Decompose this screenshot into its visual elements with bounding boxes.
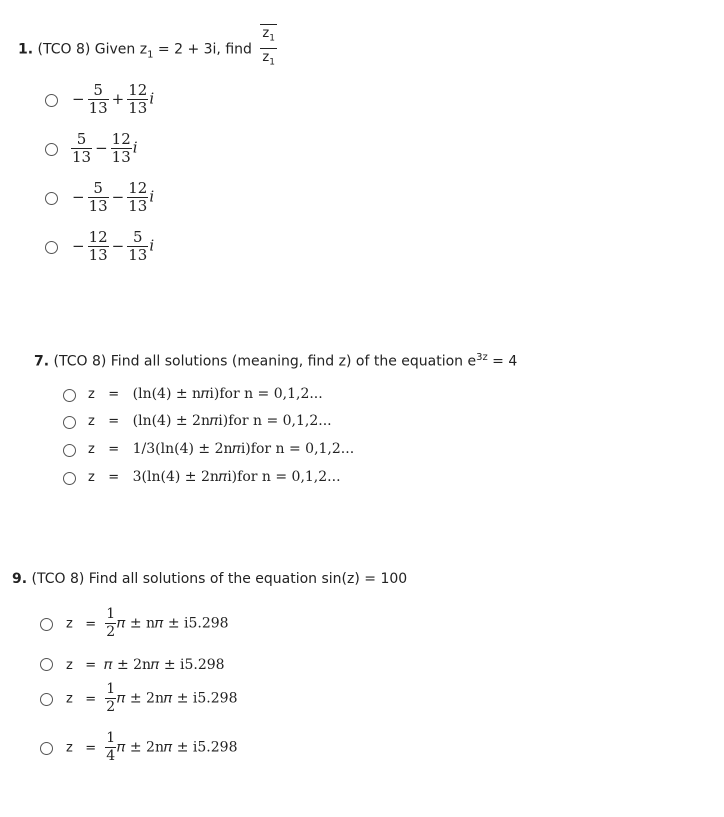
fraction xyxy=(127,229,148,264)
rhs: 1/3(ln(4) ± 2n𝜋i)for n = 0,1,2... xyxy=(132,441,355,457)
rhs: 3(ln(4) ± 2n𝜋i)for n = 0,1,2... xyxy=(132,469,341,485)
denominator: 13 xyxy=(88,197,108,215)
denominator: 13 xyxy=(128,197,148,215)
fraction xyxy=(88,82,109,117)
question-text: (TCO 8) Given z xyxy=(37,41,148,58)
question-number: 9. xyxy=(12,571,28,587)
numerator: 12 xyxy=(88,228,108,246)
operator: − xyxy=(111,187,125,206)
sign: − xyxy=(72,89,85,108)
question-number: 7. xyxy=(34,353,50,370)
q9-option-4-radio[interactable] xyxy=(40,742,53,755)
denominator: 13 xyxy=(88,246,108,264)
rest: 𝜋 ± n𝜋 ± i5.298 xyxy=(117,615,229,632)
q7-option-3-radio[interactable] xyxy=(63,444,76,457)
numerator: 5 xyxy=(71,131,92,149)
lhs: z xyxy=(88,442,95,457)
numerator: 12 xyxy=(128,179,148,197)
numerator: 1 xyxy=(106,681,116,697)
q9-option-1-expression xyxy=(66,606,229,641)
equals: = xyxy=(85,658,97,673)
q7-option-2-radio[interactable] xyxy=(63,416,76,429)
fraction xyxy=(88,229,109,264)
q9-option-2-radio[interactable] xyxy=(40,658,53,671)
q1-option-1-expression xyxy=(70,82,154,117)
operator: + xyxy=(111,89,125,108)
question-number: 1. xyxy=(18,41,34,58)
q9-option-1-radio[interactable] xyxy=(40,618,53,631)
q7-option-3-expression xyxy=(88,441,354,457)
lhs: z xyxy=(66,616,73,632)
lhs: z xyxy=(88,470,95,485)
q7-option-1-expression xyxy=(88,386,323,402)
q1-option-4-expression xyxy=(70,229,154,264)
equals: = xyxy=(85,691,97,707)
q9-option-4-expression xyxy=(66,730,237,765)
rhs: (ln(4) ± 2n𝜋i)for n = 0,1,2... xyxy=(132,413,332,429)
fraction xyxy=(71,131,92,166)
denominator: 13 xyxy=(128,99,148,117)
q1-option-4-radio[interactable] xyxy=(45,241,58,254)
equals: = xyxy=(108,387,120,402)
q9-option-3-radio[interactable] xyxy=(40,693,53,706)
equals: = xyxy=(108,442,120,457)
denominator: 13 xyxy=(72,148,92,166)
q1-option-3-radio[interactable] xyxy=(45,192,58,205)
q7-option-2-expression xyxy=(88,413,332,429)
q9-option-3-expression xyxy=(66,681,237,716)
numerator: 12 xyxy=(128,81,148,99)
fraction xyxy=(105,606,116,641)
imaginary-unit: i xyxy=(132,138,138,157)
question-text: (TCO 8) Find all solutions (meaning, find z) of the equation e xyxy=(53,353,477,370)
question-1-title xyxy=(18,26,277,73)
denominator: 13 xyxy=(88,99,108,117)
q1-option-2-radio[interactable] xyxy=(45,143,58,156)
denominator: 2 xyxy=(106,699,116,715)
numerator: 12 xyxy=(111,130,131,148)
fraction xyxy=(105,681,116,716)
operator: − xyxy=(111,236,125,255)
rest: 𝜋 ± 2n𝜋 ± i5.298 xyxy=(117,690,238,707)
question-superscript: 3z xyxy=(476,352,488,363)
conjugate-numerator: z xyxy=(262,26,270,41)
sign: − xyxy=(72,236,85,255)
q7-option-4-expression xyxy=(88,469,341,485)
rest: 𝜋 ± 2n𝜋 ± i5.298 xyxy=(104,657,225,673)
fraction xyxy=(127,180,148,215)
conjugate-denominator-sub: 1 xyxy=(269,57,275,68)
q7-option-4-radio[interactable] xyxy=(63,472,76,485)
lhs: z xyxy=(88,414,95,429)
lhs: z xyxy=(66,691,73,707)
q7-option-1-radio[interactable] xyxy=(63,389,76,402)
conjugate-fraction xyxy=(260,24,277,71)
lhs: z xyxy=(66,740,73,756)
denominator: 2 xyxy=(106,624,116,640)
conjugate-denominator: z xyxy=(262,49,270,65)
equals: = xyxy=(108,470,120,485)
question-subscript: 1 xyxy=(147,49,154,61)
fraction xyxy=(111,131,132,166)
imaginary-unit: i xyxy=(149,89,155,108)
fraction xyxy=(105,730,116,765)
question-7-title xyxy=(34,352,517,370)
numerator: 1 xyxy=(106,730,116,746)
imaginary-unit: i xyxy=(149,236,155,255)
rhs: (ln(4) ± n𝜋i)for n = 0,1,2... xyxy=(132,386,323,402)
rest: 𝜋 ± 2n𝜋 ± i5.298 xyxy=(117,739,238,756)
lhs: z xyxy=(66,658,73,673)
question-text-tail: = 2 + 3i, find xyxy=(153,41,252,58)
numerator: 1 xyxy=(106,606,116,622)
equals: = xyxy=(85,740,97,756)
denominator: 13 xyxy=(111,148,131,166)
lhs: z xyxy=(88,387,95,402)
question-text-tail: = 4 xyxy=(487,353,518,370)
fraction xyxy=(88,180,109,215)
imaginary-unit: i xyxy=(149,187,155,206)
sign: − xyxy=(72,187,85,206)
numerator: 5 xyxy=(88,180,109,198)
operator: − xyxy=(95,138,108,157)
q1-option-1-radio[interactable] xyxy=(45,94,58,107)
q1-option-3-expression xyxy=(70,180,154,215)
question-text: (TCO 8) Find all solutions of the equation sin(z) = 100 xyxy=(31,571,408,587)
question-9-title xyxy=(12,571,407,587)
numerator: 5 xyxy=(127,229,148,247)
denominator: 13 xyxy=(128,246,148,264)
fraction xyxy=(127,82,148,117)
equals: = xyxy=(85,616,97,632)
numerator: 5 xyxy=(88,82,109,100)
equals: = xyxy=(108,414,120,429)
denominator: 4 xyxy=(106,748,116,764)
q1-option-2-expression xyxy=(70,131,138,166)
q9-option-2-expression xyxy=(66,657,225,673)
conjugate-numerator-sub: 1 xyxy=(269,33,275,44)
